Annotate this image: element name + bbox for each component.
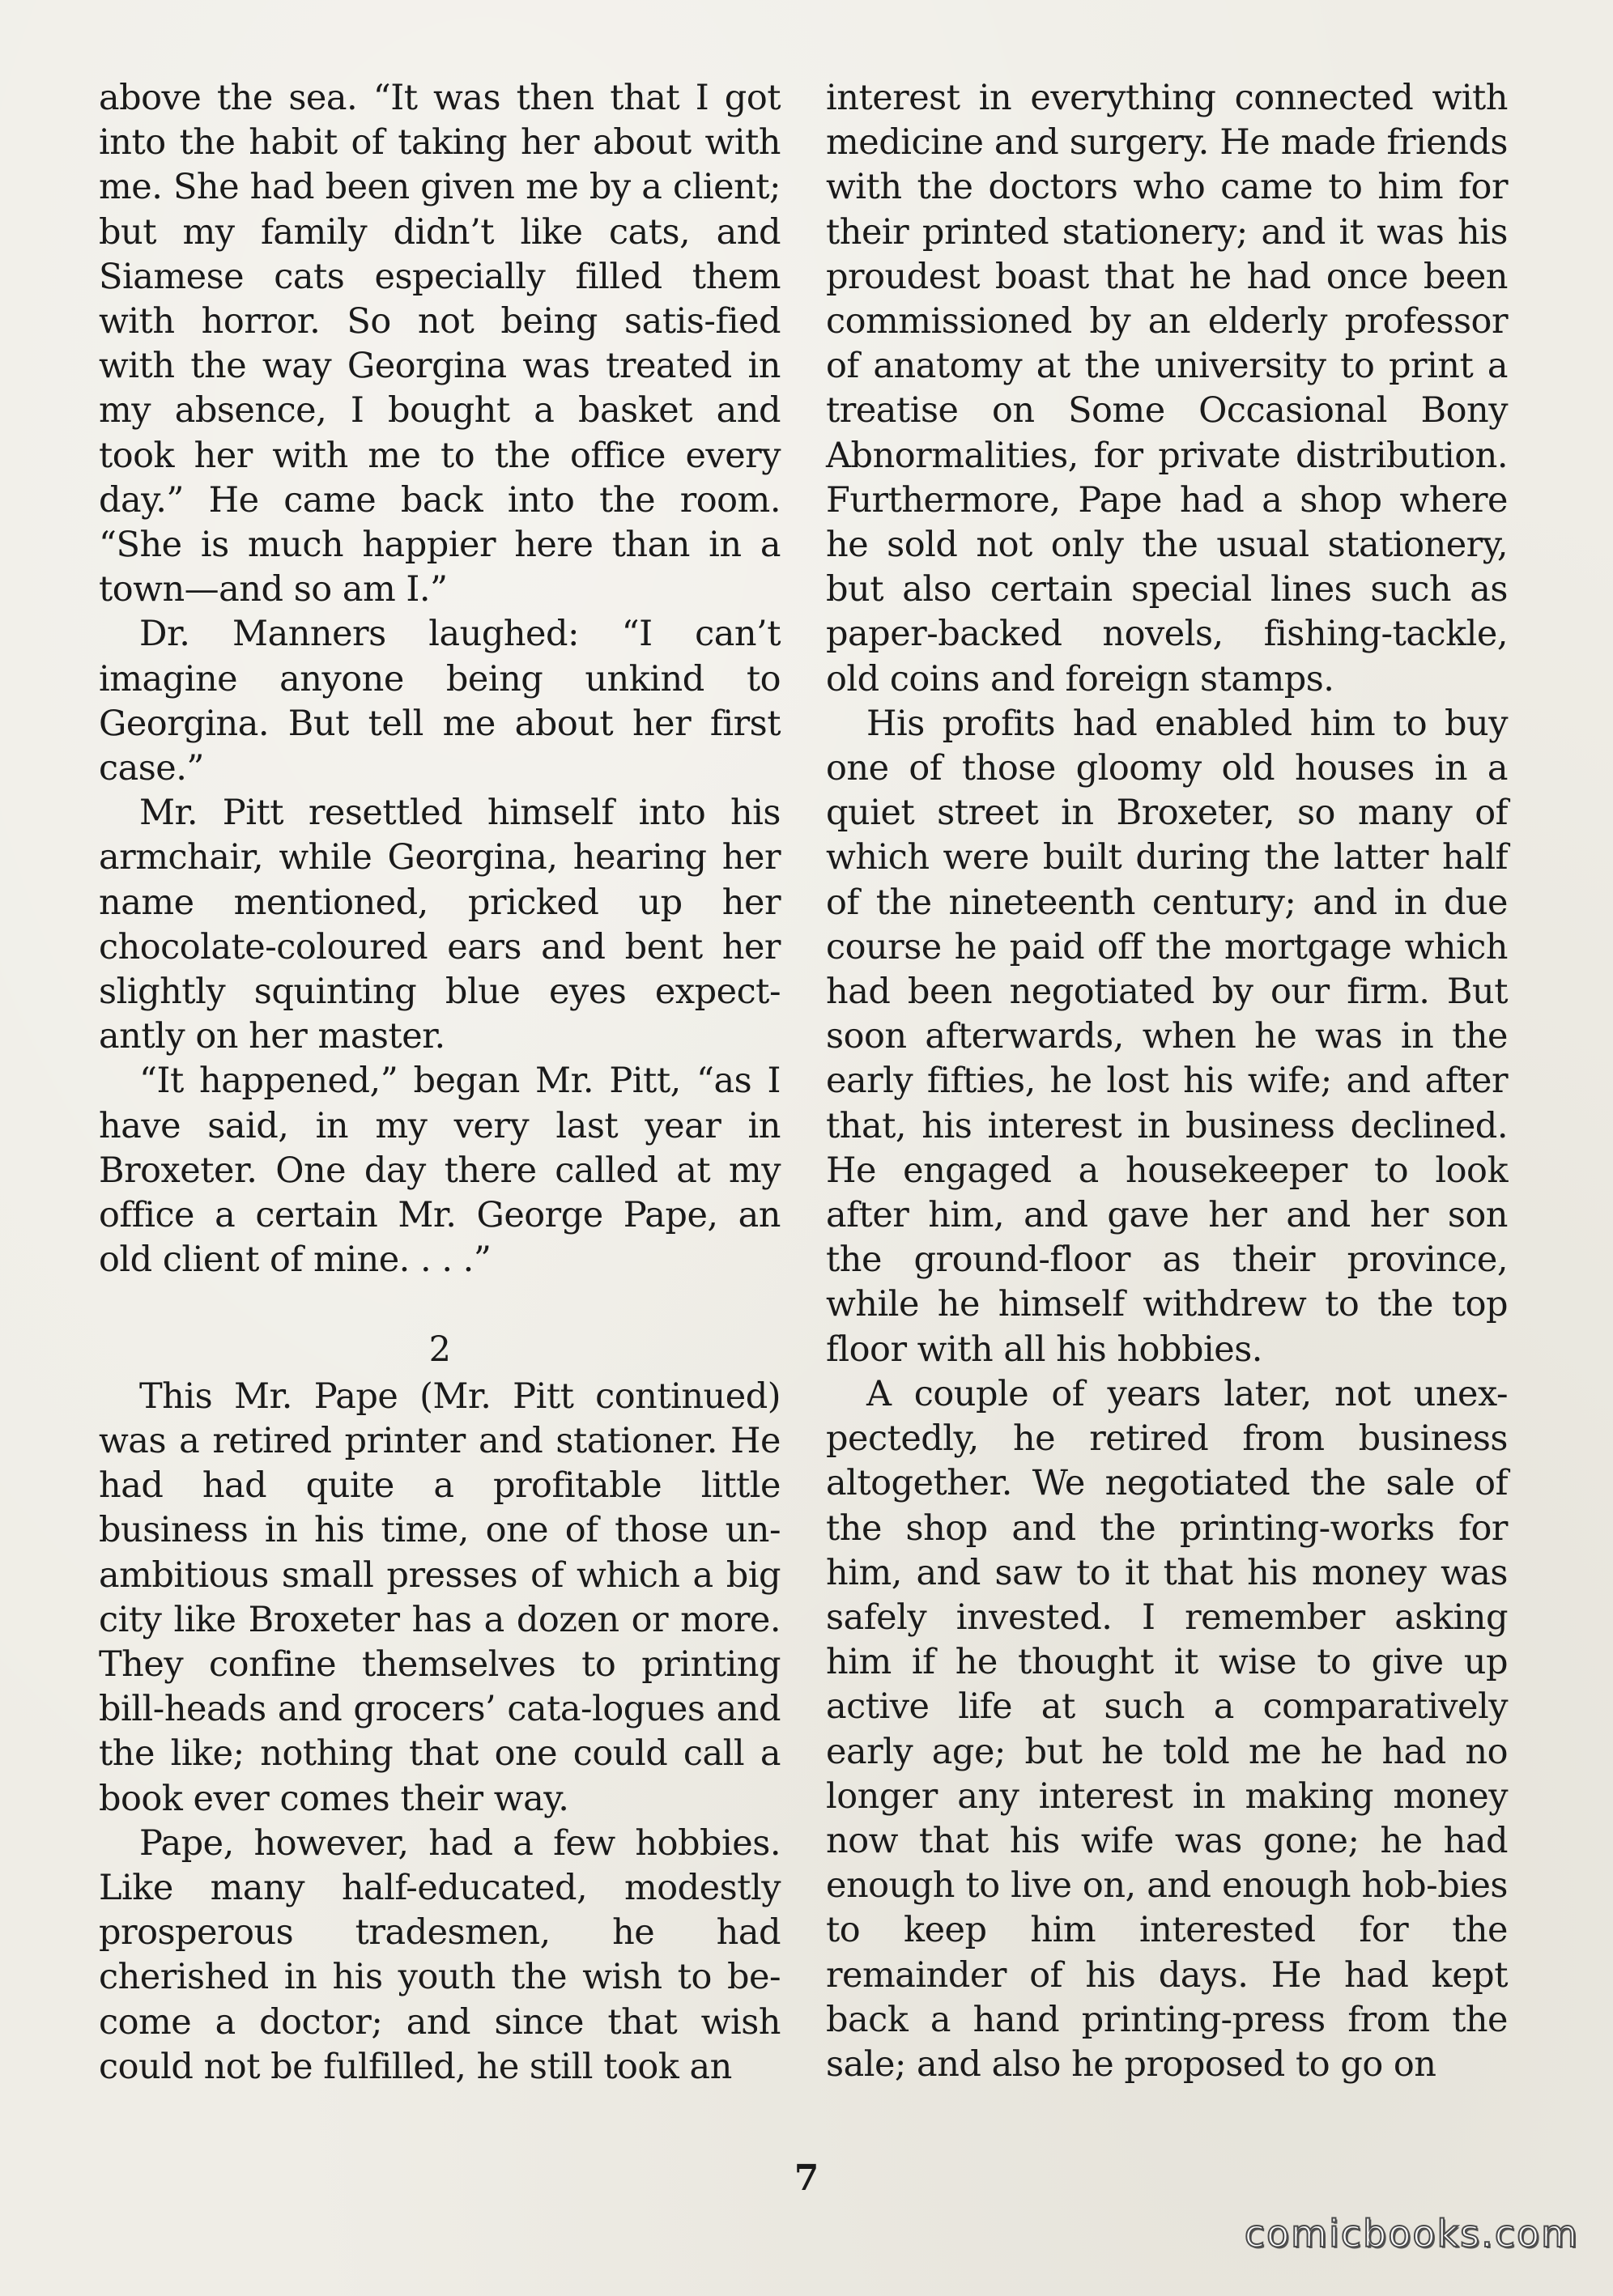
left-column [99, 76, 781, 2090]
section-number: 2 [428, 1329, 451, 1371]
paragraph: interest in everything connected with medicine and surgery. He made friends with the doctors who came to him for their printed stationery; and it was his proudest boast that he had once been commissioned by an elderly professor of anatomy at the university to print a treatise on Some Occasional Bony Abnormalities, for private distribution. Furthermore, Pape had a shop where he sold not only the usual stationery, but also certain special lines such as paper-backed novels, fishing-tackle, old coins and foreign stamps. [826, 78, 1508, 699]
paragraph: Pape, however, had a few hobbies. Like many half-educated, modestly prosperous tradesmen, he had cherished in his youth the wish to be-come a doctor; and since that wish could not be fulfilled, he still took an [99, 1822, 781, 2087]
paragraph: “It happened,” began Mr. Pitt, “as I have said, in my very last year in Broxeter. One day there called at my office a certain Mr. George Pape, an old client of mine. . . .” [99, 1061, 781, 1281]
page-number: 7 [794, 2158, 819, 2199]
right-column [826, 76, 1508, 2087]
paragraph: above the sea. “It was then that I got into the habit of taking her about with me. She had been given me by a client; but my family didn’t like cats, and Siamese cats especially filled them with horror. So not being satis-fied with the way Georgina was treated in my absence, I bought a basket and took her with me to the office every day.” He came back into the room. “She is much happier here than in a town—and so am I.” [99, 78, 781, 610]
watermark-logo: comicbooks.com [1244, 2212, 1579, 2256]
paragraph: Mr. Pitt resettled himself into his armchair, while Georgina, hearing her name mentioned, pricked up her chocolate-coloured ears and bent her slightly squinting blue eyes expect-antly on her master. [99, 793, 781, 1057]
paragraph: This Mr. Pape (Mr. Pitt continued) was a retired printer and stationer. He had had quite a profitable little business in his time, one of those un-ambitious small presses of which a big city like Broxeter has a dozen or more. They confine themselves to printing bill-heads and grocers’ cata-logues and the like; nothing that one could call a book ever comes their way. [99, 1375, 781, 1819]
paragraph: Dr. Manners laughed: “I can’t imagine anyone being unkind to Georgina. But tell me about her first case.” [99, 614, 781, 789]
paragraph: A couple of years later, not unex-pectedly, he retired from business altogether. We negotiated the sale of the shop and the printing-works for him, and saw to it that his money was safely invested. I remember asking him if he thought it wise to give up active life at such a comparatively early age; but he told me he had no longer any interest in making money now that his wife was gone; he had enough to live on, and enough hob-bies to keep him interested for the remainder of his days. He had kept back a hand printing-press from the sale; and also he proposed to go on [826, 1373, 1508, 2085]
paragraph: His profits had enabled him to buy one of those gloomy old houses in a quiet street in Broxeter, so many of which were built during the latter half of the nineteenth century; and in due course he paid off the mortgage which had been negotiated by our firm. But soon afterwards, when he was in the early fifties, he lost his wife; and after that, his interest in business declined. He engaged a housekeeper to look after him, and gave her and her son the ground-floor as their province, while he himself withdrew to the top floor with all his hobbies. [826, 703, 1508, 1370]
